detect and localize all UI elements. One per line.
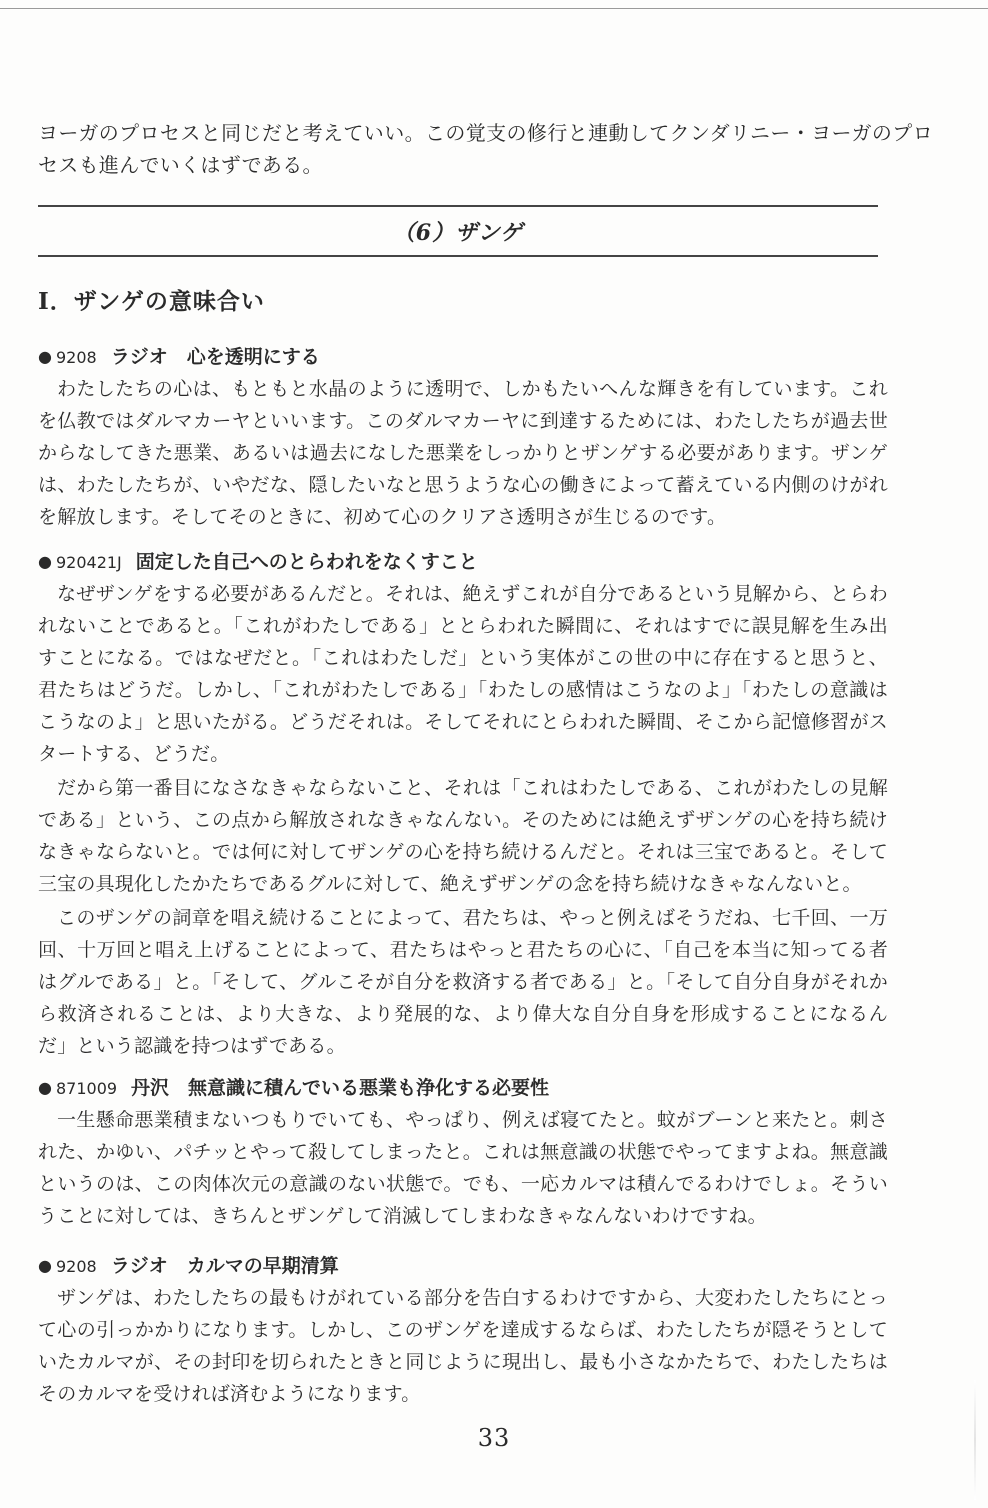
entry-paragraph: ザンゲは、わたしたちの最もけがれている部分を告白するわけですから、大変わたしたちにとって心の引っかかりになります。しかし、このザンゲを達成するならば、わたしたちが隠そうとしていたカルマが、その封印を切られたときと同じように現出し、最も小さなかたちで、わたしたちはそのカルマを受ければ済むようになります。 — [38, 1287, 888, 1405]
section-header — [38, 205, 878, 257]
entry-2 — [38, 549, 888, 1062]
entry-title: ラジオ 心を透明にする — [110, 346, 320, 368]
entry-paragraph: 一生懸命悪業積まないつもりでいても、やっぱり、例えば寝てたと。蚊がブーンと来たと。刺された、かゆい、パチッとやって殺してしまったと。これは無意識の状態でやってますよね。無意識というのは、この肉体次元の意識のない状態で。でも、一応カルマは積んでるわけでしょ。そういうことに対しては、きちんとザンゲして消滅してしまわなきゃなんないわけですね。 — [38, 1109, 888, 1227]
bullet-icon: ● — [38, 1078, 52, 1097]
entry-4 — [38, 1253, 888, 1410]
subheading: Ⅰ．ザンゲの意味合い — [38, 288, 265, 315]
entry-id: 9208 — [55, 1257, 97, 1276]
entry-paragraph: わたしたちの心は、もともと水晶のように透明で、しかもたいへんな輝きを有しています。これを仏教ではダルマカーヤといいます。このダルマカーヤに到達するためには、わたしたちが過去世からなしてきた悪業、あるいは過去になした悪業をしっかりとザンゲする必要があります。ザンゲは、わたしたちが、いやだな、隠したいなと思うような心の働きによって蓄えている内側のけがれを解放します。そしてそのときに、初めて心のクリアさ透明さが生じるのです。 — [38, 378, 888, 528]
entry-id: 9208 — [55, 348, 97, 367]
entry-heading — [38, 549, 888, 576]
bullet-icon: ● — [38, 347, 52, 366]
intro-paragraph: ヨーガのプロセスと同じだと考えていい。この覚支の修行と連動してクンダリニー・ヨーガのプロセスも進んでいくはずである。 — [38, 121, 933, 177]
entry-id: 871009 — [55, 1079, 118, 1098]
entry-heading — [38, 1075, 888, 1102]
page-number: 33 — [477, 1424, 511, 1452]
entry-title: 丹沢 無意識に積んでいる悪業も浄化する必要性 — [131, 1077, 550, 1099]
entry-3 — [38, 1075, 888, 1232]
top-divider — [0, 8, 988, 9]
entry-title: ラジオ カルマの早期清算 — [110, 1255, 339, 1277]
bullet-icon: ● — [38, 552, 52, 571]
entry-paragraph: だから第一番目になさなきゃならないこと、それは「これはわたしである、これがわたしの見解である」という、この点から解放されなきゃなんない。そのためには絶えずザンゲの心を持ち続けなきゃならないと。では何に対してザンゲの心を持ち続けるんだと。それは三宝であると。そして三宝の具現化したかたちであるグルに対して、絶えずザンゲの念を持ち続けなきゃなんないと。 — [38, 777, 888, 895]
entry-id: 920421J — [55, 553, 122, 572]
entry-paragraph: このザンゲの詞章を唱え続けることによって、君たちは、やっと例えばそうだね、七千回、一万回、十万回と唱え上げることによって、君たちはやっと君たちの心に、「自己を本当に知ってる者はグルである」と。「そして、グルこそが自分を救済する者である」と。「そして自分自身がそれから救済されることは、より大きな、より発展的な、より偉大な自分自身を形成することになるんだ」という認識を持つはずである。 — [38, 907, 888, 1057]
entry-1 — [38, 344, 888, 533]
entry-heading — [38, 1253, 888, 1280]
section-title: （6）ザンゲ — [392, 220, 524, 246]
entry-paragraph: なぜザンゲをする必要があるんだと。それは、絶えずこれが自分であるという見解から、とらわれないことであると。「これがわたしである」ととらわれた瞬間に、それはすでに誤見解を生み出すことになる。ではなぜだと。「これはわたしだ」という実体がこの世の中に存在すると思うと、君たちはどうだ。しかし、「これがわたしである」「わたしの感情はこうなのよ」「わたしの意識はこうなのよ」と思いたがる。どうだそれは。そしてそれにとらわれた瞬間、そこから記憶修習がスタートする、どうだ。 — [38, 583, 888, 765]
entry-heading — [38, 344, 888, 371]
entry-title: 固定した自己へのとらわれをなくすこと — [135, 551, 478, 573]
scan-edge-mark — [974, 1380, 976, 1500]
bullet-icon: ● — [38, 1256, 52, 1275]
